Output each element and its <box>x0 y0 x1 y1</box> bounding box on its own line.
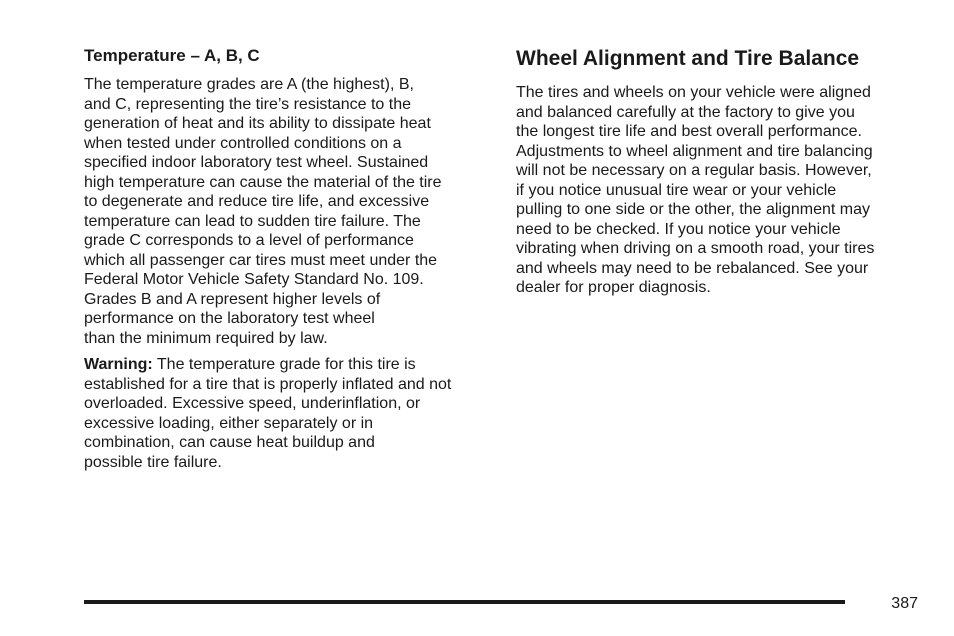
text-line: and wheels may need to be rebalanced. See your <box>516 259 869 277</box>
section-title: Wheel Alignment and Tire Balance <box>516 47 860 70</box>
text-line: Grades B and A represent higher levels of <box>84 290 381 308</box>
text-line: if you notice unusual tire wear or your vehicle <box>516 181 837 199</box>
text-line: will not be necessary on a regular basis. However, <box>516 162 872 179</box>
text-line: and balanced carefully at the factory to give you <box>516 103 855 121</box>
text-line: dealer for proper diagnosis. <box>516 279 711 296</box>
text-line: combination, can cause heat buildup and <box>84 434 375 451</box>
text-line: overloaded. Excessive speed, underinflation, or <box>84 395 421 412</box>
text-line: generation of heat and its ability to dissipate heat <box>84 115 431 132</box>
alignment-paragraph <box>516 83 916 298</box>
footer-rule <box>84 600 845 604</box>
temperature-paragraph <box>84 75 489 348</box>
text-line: performance on the laboratory test wheel <box>84 310 375 327</box>
text-line: temperature can lead to sudden tire failure. The <box>84 212 421 230</box>
page-number: 387 <box>891 595 918 612</box>
text-line: the longest tire life and best overall performance. <box>516 123 862 140</box>
left-column <box>84 45 489 472</box>
text-line: Federal Motor Vehicle Safety Standard No. 109. <box>84 271 424 288</box>
text-line: when tested under controlled conditions on a <box>84 134 402 152</box>
text-line: specified indoor laboratory test wheel. Sustained <box>84 154 429 171</box>
text-line: high temperature can cause the material of the tire <box>84 173 442 191</box>
text-line: and C, representing the tire’s resistance to the <box>84 95 411 113</box>
text-line: The temperature grades are A (the highest), B, <box>84 76 414 93</box>
text-line: excessive loading, either separately or in <box>84 414 374 432</box>
text-line: which all passenger car tires must meet under the <box>84 251 438 269</box>
text-line: Adjustments to wheel alignment and tire balancing <box>516 142 873 160</box>
text-line: grade C corresponds to a level of performance <box>84 232 414 249</box>
warning-label: Warning: <box>84 356 153 373</box>
text-line: possible tire failure. <box>84 453 222 471</box>
text-line: The temperature grade for this tire is <box>152 356 416 373</box>
warning-paragraph <box>84 355 489 472</box>
text-line: vibrating when driving on a smooth road, your tires <box>516 240 875 257</box>
text-line: The tires and wheels on your vehicle were aligned <box>516 84 871 101</box>
temperature-subheading: Temperature – A, B, C <box>84 46 260 65</box>
text-line: need to be checked. If you notice your vehicle <box>516 220 841 238</box>
text-line: pulling to one side or the other, the alignment may <box>516 201 870 218</box>
text-line: to degenerate and reduce tire life, and excessive <box>84 193 430 210</box>
text-line: than the minimum required by law. <box>84 329 328 347</box>
right-column <box>516 45 916 298</box>
text-line: established for a tire that is properly inflated and not <box>84 375 452 393</box>
